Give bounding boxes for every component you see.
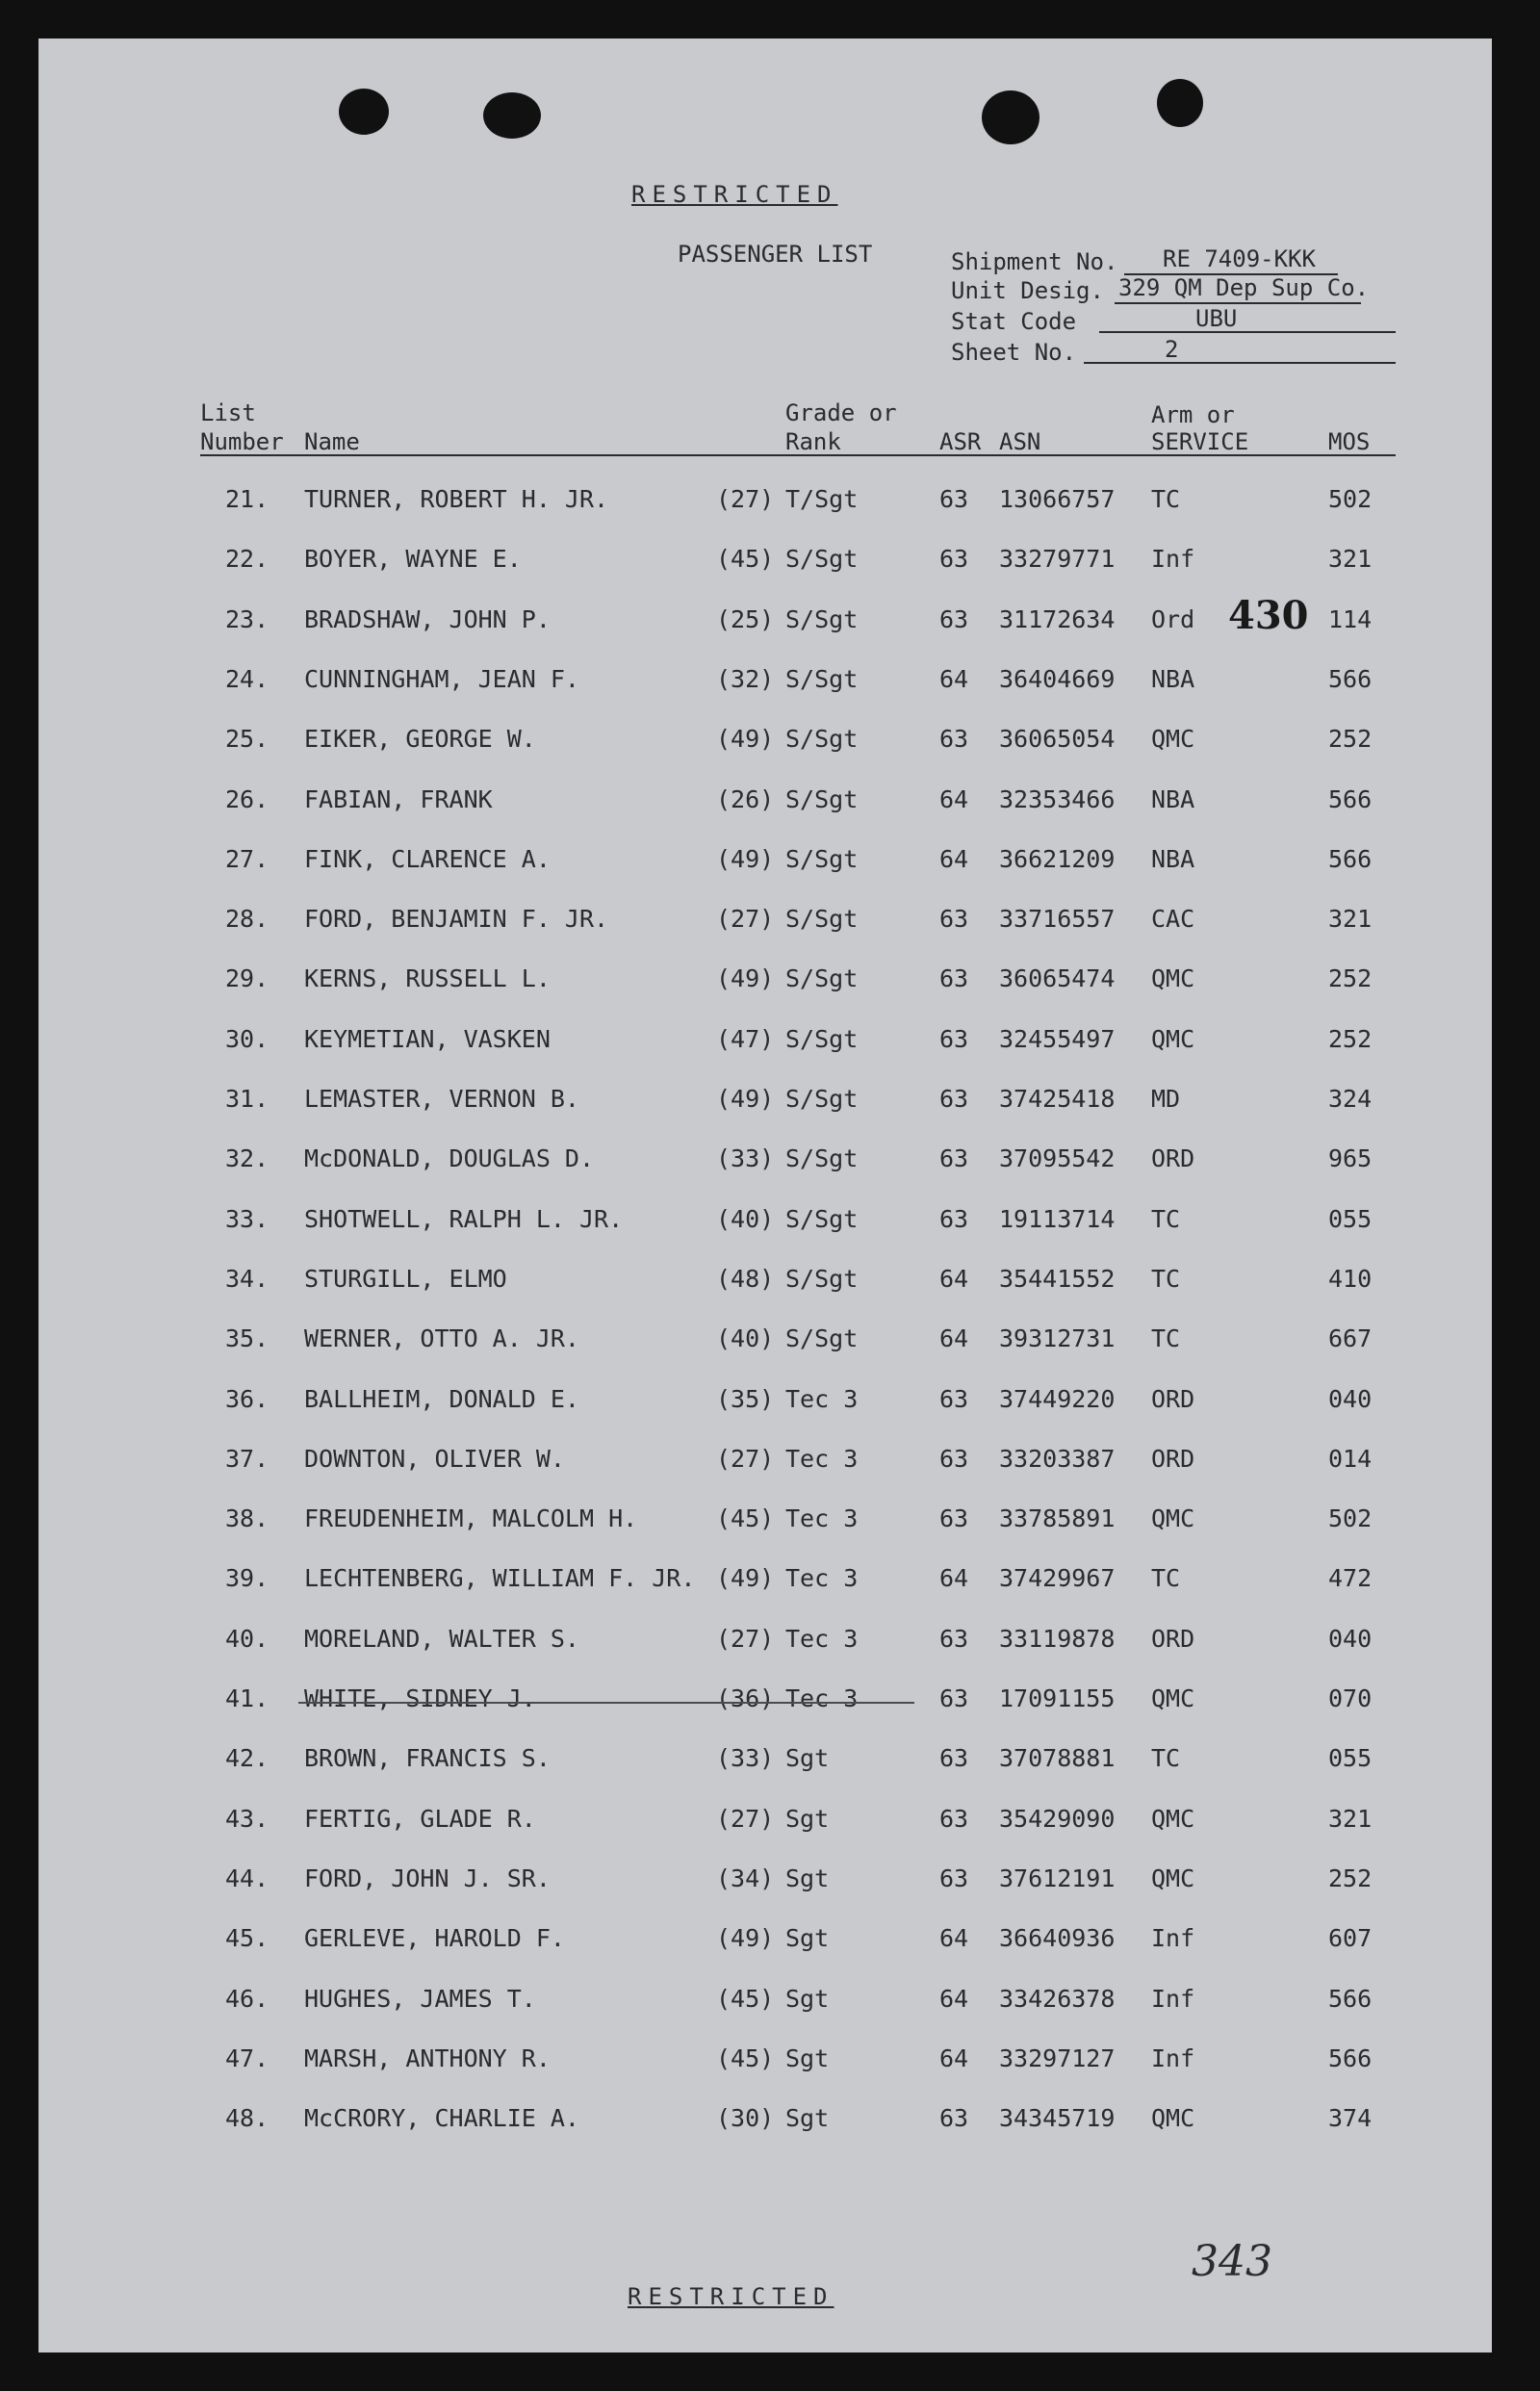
grade-rank: S/Sgt xyxy=(785,964,859,992)
list-number: 38. xyxy=(225,1504,270,1532)
asn-value: 32455497 xyxy=(999,1025,1116,1053)
table-row xyxy=(38,785,1492,824)
passenger-age: (45) xyxy=(716,2044,775,2072)
sheet-value: 2 xyxy=(1084,335,1396,364)
table-row xyxy=(38,1445,1492,1483)
asn-value: 36065054 xyxy=(999,725,1116,753)
grade-rank: S/Sgt xyxy=(785,845,859,873)
document-page xyxy=(38,39,1492,2352)
passenger-name: WERNER, OTTO A. JR. xyxy=(304,1324,579,1352)
asn-value: 35429090 xyxy=(999,1805,1116,1833)
mos-code: 667 xyxy=(1328,1324,1373,1352)
passenger-age: (34) xyxy=(716,1864,775,1892)
grade-rank: S/Sgt xyxy=(785,1144,859,1172)
passenger-name: KEYMETIAN, VASKEN xyxy=(304,1025,551,1053)
asn-value: 34345719 xyxy=(999,2104,1116,2132)
asr-value: 64 xyxy=(939,785,969,813)
passenger-name: FREUDENHEIM, MALCOLM H. xyxy=(304,1504,638,1532)
list-number: 36. xyxy=(225,1385,270,1413)
passenger-name: KERNS, RUSSELL L. xyxy=(304,964,551,992)
asr-value: 63 xyxy=(939,1085,969,1113)
asn-value: 17091155 xyxy=(999,1684,1116,1712)
col-mos: MOS xyxy=(1328,428,1371,455)
asn-value: 19113714 xyxy=(999,1205,1116,1233)
grade-rank: S/Sgt xyxy=(785,1025,859,1053)
table-row xyxy=(38,1684,1492,1723)
list-number: 44. xyxy=(225,1864,270,1892)
arm-service: QMC xyxy=(1151,1504,1195,1532)
passenger-age: (27) xyxy=(716,1445,775,1473)
list-number: 37. xyxy=(225,1445,270,1473)
table-row xyxy=(38,1805,1492,1843)
list-number: 39. xyxy=(225,1564,270,1592)
asr-value: 63 xyxy=(939,1144,969,1172)
asr-value: 63 xyxy=(939,1205,969,1233)
mos-code: 252 xyxy=(1328,1025,1373,1053)
col-grade-1: Grade or xyxy=(785,399,897,426)
passenger-name: WHITE, SIDNEY J. xyxy=(304,1684,536,1712)
asr-value: 63 xyxy=(939,1684,969,1712)
arm-service: Inf xyxy=(1151,1924,1195,1952)
asr-value: 63 xyxy=(939,725,969,753)
arm-service: TC xyxy=(1151,1265,1181,1293)
passenger-age: (25) xyxy=(716,605,775,633)
asn-value: 31172634 xyxy=(999,605,1116,633)
arm-service: ORD xyxy=(1151,1144,1195,1172)
mos-code: 965 xyxy=(1328,1144,1373,1172)
table-row xyxy=(38,2044,1492,2083)
col-arm-1: Arm or xyxy=(1151,401,1235,428)
table-row xyxy=(38,665,1492,704)
list-number: 24. xyxy=(225,665,270,693)
grade-rank: S/Sgt xyxy=(785,665,859,693)
table-row xyxy=(38,1025,1492,1064)
mos-code: 055 xyxy=(1328,1744,1373,1772)
table-row xyxy=(38,1564,1492,1603)
arm-service: QMC xyxy=(1151,964,1195,992)
asn-value: 33119878 xyxy=(999,1625,1116,1653)
grade-rank: S/Sgt xyxy=(785,1324,859,1352)
passenger-age: (40) xyxy=(716,1205,775,1233)
grade-rank: Tec 3 xyxy=(785,1504,859,1532)
passenger-name: MARSH, ANTHONY R. xyxy=(304,2044,551,2072)
list-number: 26. xyxy=(225,785,270,813)
asr-value: 64 xyxy=(939,1924,969,1952)
grade-rank: Sgt xyxy=(785,1985,830,2013)
passenger-age: (27) xyxy=(716,1805,775,1833)
passenger-name: CUNNINGHAM, JEAN F. xyxy=(304,665,579,693)
passenger-list-title: PASSENGER LIST xyxy=(678,241,873,268)
table-row xyxy=(38,905,1492,943)
list-number: 23. xyxy=(225,605,270,633)
passenger-age: (40) xyxy=(716,1324,775,1352)
table-row xyxy=(38,1864,1492,1903)
passenger-name: BALLHEIM, DONALD E. xyxy=(304,1385,579,1413)
arm-service: Inf xyxy=(1151,545,1195,573)
passenger-name: DOWNTON, OLIVER W. xyxy=(304,1445,565,1473)
asr-value: 64 xyxy=(939,1265,969,1293)
grade-rank: S/Sgt xyxy=(785,1265,859,1293)
col-list-1: List xyxy=(200,399,256,426)
table-row xyxy=(38,1324,1492,1363)
mos-code: 502 xyxy=(1328,1504,1373,1532)
unit-value: 329 QM Dep Sup Co. xyxy=(1115,273,1361,304)
passenger-name: BROWN, FRANCIS S. xyxy=(304,1744,551,1772)
list-number: 41. xyxy=(225,1684,270,1712)
asr-value: 63 xyxy=(939,1744,969,1772)
handwritten-page-number: 343 xyxy=(1192,2237,1272,2286)
passenger-age: (49) xyxy=(716,845,775,873)
asr-value: 63 xyxy=(939,964,969,992)
asn-value: 37612191 xyxy=(999,1864,1116,1892)
grade-rank: Tec 3 xyxy=(785,1564,859,1592)
arm-service: NBA xyxy=(1151,845,1195,873)
mos-code: 410 xyxy=(1328,1265,1373,1293)
mos-code: 114 xyxy=(1328,605,1373,633)
arm-service: Inf xyxy=(1151,1985,1195,2013)
passenger-name: GERLEVE, HAROLD F. xyxy=(304,1924,565,1952)
restricted-heading-bottom: RESTRICTED xyxy=(628,2283,834,2310)
arm-service: TC xyxy=(1151,1744,1181,1772)
table-row xyxy=(38,1504,1492,1543)
passenger-age: (36) xyxy=(716,1684,775,1712)
col-asr: ASR xyxy=(939,428,982,455)
arm-service: QMC xyxy=(1151,1805,1195,1833)
list-number: 32. xyxy=(225,1144,270,1172)
grade-rank: Sgt xyxy=(785,2044,830,2072)
mos-code: 566 xyxy=(1328,1985,1373,2013)
asr-value: 64 xyxy=(939,845,969,873)
col-list-2: Number xyxy=(200,428,284,455)
mos-code: 252 xyxy=(1328,1864,1373,1892)
passenger-name: FORD, JOHN J. SR. xyxy=(304,1864,551,1892)
table-row xyxy=(38,725,1492,763)
passenger-age: (49) xyxy=(716,1564,775,1592)
asn-value: 36404669 xyxy=(999,665,1116,693)
arm-service: MD xyxy=(1151,1085,1181,1113)
asr-value: 63 xyxy=(939,1445,969,1473)
mos-code: 566 xyxy=(1328,665,1373,693)
grade-rank: Sgt xyxy=(785,1744,830,1772)
punch-hole xyxy=(483,92,541,139)
grade-rank: S/Sgt xyxy=(785,905,859,933)
passenger-age: (49) xyxy=(716,725,775,753)
list-number: 33. xyxy=(225,1205,270,1233)
passenger-name: FINK, CLARENCE A. xyxy=(304,845,551,873)
sheet-label: Sheet No. xyxy=(951,339,1077,366)
asn-value: 33426378 xyxy=(999,1985,1116,2013)
passenger-age: (48) xyxy=(716,1265,775,1293)
asr-value: 63 xyxy=(939,2104,969,2132)
list-number: 21. xyxy=(225,485,270,513)
mos-code: 070 xyxy=(1328,1684,1373,1712)
mos-code: 321 xyxy=(1328,905,1373,933)
passenger-name: BOYER, WAYNE E. xyxy=(304,545,522,573)
grade-rank: S/Sgt xyxy=(785,725,859,753)
asn-value: 37078881 xyxy=(999,1744,1116,1772)
punch-hole xyxy=(339,89,389,135)
arm-service: TC xyxy=(1151,1205,1181,1233)
asn-value: 37429967 xyxy=(999,1564,1116,1592)
mos-code: 321 xyxy=(1328,545,1373,573)
grade-rank: Tec 3 xyxy=(785,1445,859,1473)
passenger-name: LEMASTER, VERNON B. xyxy=(304,1085,579,1113)
passenger-age: (49) xyxy=(716,964,775,992)
asr-value: 63 xyxy=(939,485,969,513)
asr-value: 64 xyxy=(939,1985,969,2013)
passenger-age: (32) xyxy=(716,665,775,693)
table-row xyxy=(38,2104,1492,2143)
mos-code: 040 xyxy=(1328,1385,1373,1413)
list-number: 25. xyxy=(225,725,270,753)
asn-value: 13066757 xyxy=(999,485,1116,513)
table-row xyxy=(38,1085,1492,1123)
asn-value: 36621209 xyxy=(999,845,1116,873)
col-asn: ASN xyxy=(999,428,1041,455)
grade-rank: S/Sgt xyxy=(785,605,859,633)
arm-service: ORD xyxy=(1151,1385,1195,1413)
passenger-name: STURGILL, ELMO xyxy=(304,1265,507,1293)
header-rule xyxy=(200,454,1396,456)
mos-code: 324 xyxy=(1328,1085,1373,1113)
grade-rank: Sgt xyxy=(785,1805,830,1833)
list-number: 45. xyxy=(225,1924,270,1952)
asr-value: 64 xyxy=(939,2044,969,2072)
mos-code: 502 xyxy=(1328,485,1373,513)
asr-value: 64 xyxy=(939,665,969,693)
asn-value: 37095542 xyxy=(999,1144,1116,1172)
asn-value: 33297127 xyxy=(999,2044,1116,2072)
passenger-age: (35) xyxy=(716,1385,775,1413)
passenger-name: EIKER, GEORGE W. xyxy=(304,725,536,753)
grade-rank: Sgt xyxy=(785,1864,830,1892)
passenger-age: (26) xyxy=(716,785,775,813)
table-row xyxy=(38,1385,1492,1424)
asr-value: 63 xyxy=(939,1025,969,1053)
mos-code: 055 xyxy=(1328,1205,1373,1233)
passenger-name: TURNER, ROBERT H. JR. xyxy=(304,485,609,513)
asn-value: 39312731 xyxy=(999,1324,1116,1352)
asn-value: 33785891 xyxy=(999,1504,1116,1532)
passenger-age: (33) xyxy=(716,1144,775,1172)
passenger-name: McDONALD, DOUGLAS D. xyxy=(304,1144,595,1172)
passenger-age: (27) xyxy=(716,485,775,513)
arm-service: TC xyxy=(1151,1564,1181,1592)
mos-code: 472 xyxy=(1328,1564,1373,1592)
grade-rank: S/Sgt xyxy=(785,785,859,813)
stat-code-label: Stat Code xyxy=(951,308,1077,335)
asn-value: 36640936 xyxy=(999,1924,1116,1952)
passenger-age: (33) xyxy=(716,1744,775,1772)
list-number: 29. xyxy=(225,964,270,992)
list-number: 34. xyxy=(225,1265,270,1293)
passenger-name: McCRORY, CHARLIE A. xyxy=(304,2104,579,2132)
asn-value: 37425418 xyxy=(999,1085,1116,1113)
asr-value: 64 xyxy=(939,1324,969,1352)
col-grade-2: Rank xyxy=(785,428,841,455)
list-number: 30. xyxy=(225,1025,270,1053)
table-row xyxy=(38,545,1492,583)
grade-rank: Sgt xyxy=(785,1924,830,1952)
mos-code: 607 xyxy=(1328,1924,1373,1952)
grade-rank: S/Sgt xyxy=(785,1205,859,1233)
arm-service: ORD xyxy=(1151,1625,1195,1653)
table-row xyxy=(38,1205,1492,1244)
asr-value: 64 xyxy=(939,1564,969,1592)
passenger-age: (45) xyxy=(716,1504,775,1532)
asr-value: 63 xyxy=(939,1385,969,1413)
passenger-age: (49) xyxy=(716,1924,775,1952)
list-number: 27. xyxy=(225,845,270,873)
asr-value: 63 xyxy=(939,1504,969,1532)
passenger-age: (27) xyxy=(716,905,775,933)
table-row xyxy=(38,964,1492,1003)
passenger-age: (45) xyxy=(716,1985,775,2013)
mos-code: 374 xyxy=(1328,2104,1373,2132)
grade-rank: Tec 3 xyxy=(785,1625,859,1653)
list-number: 48. xyxy=(225,2104,270,2132)
passenger-name: MORELAND, WALTER S. xyxy=(304,1625,579,1653)
arm-service: QMC xyxy=(1151,1025,1195,1053)
asn-value: 36065474 xyxy=(999,964,1116,992)
list-number: 42. xyxy=(225,1744,270,1772)
punch-hole xyxy=(1157,79,1203,127)
passenger-name: LECHTENBERG, WILLIAM F. JR. xyxy=(304,1564,696,1592)
mos-code: 252 xyxy=(1328,964,1373,992)
list-number: 43. xyxy=(225,1805,270,1833)
unit-label: Unit Desig. xyxy=(951,277,1104,304)
passenger-name: SHOTWELL, RALPH L. JR. xyxy=(304,1205,624,1233)
asn-value: 35441552 xyxy=(999,1265,1116,1293)
asr-value: 63 xyxy=(939,1864,969,1892)
mos-code: 040 xyxy=(1328,1625,1373,1653)
passenger-name: FABIAN, FRANK xyxy=(304,785,493,813)
table-row xyxy=(38,1985,1492,2023)
list-number: 31. xyxy=(225,1085,270,1113)
col-arm-2: SERVICE xyxy=(1151,428,1249,455)
col-name: Name xyxy=(304,428,360,455)
list-number: 40. xyxy=(225,1625,270,1653)
asn-value: 32353466 xyxy=(999,785,1116,813)
arm-service: QMC xyxy=(1151,725,1195,753)
asn-value: 37449220 xyxy=(999,1385,1116,1413)
arm-service: ORD xyxy=(1151,1445,1195,1473)
strikethrough-line xyxy=(298,1702,914,1704)
passenger-name: FERTIG, GLADE R. xyxy=(304,1805,536,1833)
asr-value: 63 xyxy=(939,905,969,933)
table-row xyxy=(38,845,1492,884)
mos-code: 566 xyxy=(1328,845,1373,873)
list-number: 46. xyxy=(225,1985,270,2013)
stamp-number: 430 xyxy=(1228,593,1309,638)
asr-value: 63 xyxy=(939,1805,969,1833)
table-row xyxy=(38,1265,1492,1303)
arm-service: TC xyxy=(1151,1324,1181,1352)
passenger-name: HUGHES, JAMES T. xyxy=(304,1985,536,2013)
asr-value: 63 xyxy=(939,1625,969,1653)
restricted-heading-top: RESTRICTED xyxy=(631,181,838,208)
arm-service: Inf xyxy=(1151,2044,1195,2072)
shipment-label: Shipment No. xyxy=(951,248,1118,275)
asn-value: 33279771 xyxy=(999,545,1116,573)
arm-service: CAC xyxy=(1151,905,1195,933)
arm-service: QMC xyxy=(1151,2104,1195,2132)
passenger-name: BRADSHAW, JOHN P. xyxy=(304,605,551,633)
mos-code: 252 xyxy=(1328,725,1373,753)
shipment-value: RE 7409-KKK xyxy=(1124,244,1338,275)
arm-service: QMC xyxy=(1151,1684,1195,1712)
list-number: 22. xyxy=(225,545,270,573)
passenger-age: (27) xyxy=(716,1625,775,1653)
grade-rank: Tec 3 xyxy=(785,1684,859,1712)
asn-value: 33716557 xyxy=(999,905,1116,933)
table-row xyxy=(38,1625,1492,1663)
mos-code: 566 xyxy=(1328,785,1373,813)
passenger-age: (45) xyxy=(716,545,775,573)
list-number: 47. xyxy=(225,2044,270,2072)
list-number: 28. xyxy=(225,905,270,933)
list-number: 35. xyxy=(225,1324,270,1352)
passenger-age: (49) xyxy=(716,1085,775,1113)
passenger-age: (47) xyxy=(716,1025,775,1053)
asr-value: 63 xyxy=(939,545,969,573)
table-row xyxy=(38,485,1492,524)
arm-service: NBA xyxy=(1151,665,1195,693)
punch-hole xyxy=(982,90,1040,144)
grade-rank: S/Sgt xyxy=(785,1085,859,1113)
mos-code: 321 xyxy=(1328,1805,1373,1833)
arm-service: Ord xyxy=(1151,605,1195,633)
passenger-age: (30) xyxy=(716,2104,775,2132)
table-row xyxy=(38,1744,1492,1783)
arm-service: QMC xyxy=(1151,1864,1195,1892)
table-row xyxy=(38,1144,1492,1183)
grade-rank: S/Sgt xyxy=(785,545,859,573)
arm-service: NBA xyxy=(1151,785,1195,813)
grade-rank: T/Sgt xyxy=(785,485,859,513)
grade-rank: Tec 3 xyxy=(785,1385,859,1413)
table-row xyxy=(38,1924,1492,1963)
arm-service: TC xyxy=(1151,485,1181,513)
asn-value: 33203387 xyxy=(999,1445,1116,1473)
mos-code: 014 xyxy=(1328,1445,1373,1473)
passenger-name: FORD, BENJAMIN F. JR. xyxy=(304,905,609,933)
grade-rank: Sgt xyxy=(785,2104,830,2132)
mos-code: 566 xyxy=(1328,2044,1373,2072)
stat-code-value: UBU xyxy=(1099,304,1396,333)
asr-value: 63 xyxy=(939,605,969,633)
